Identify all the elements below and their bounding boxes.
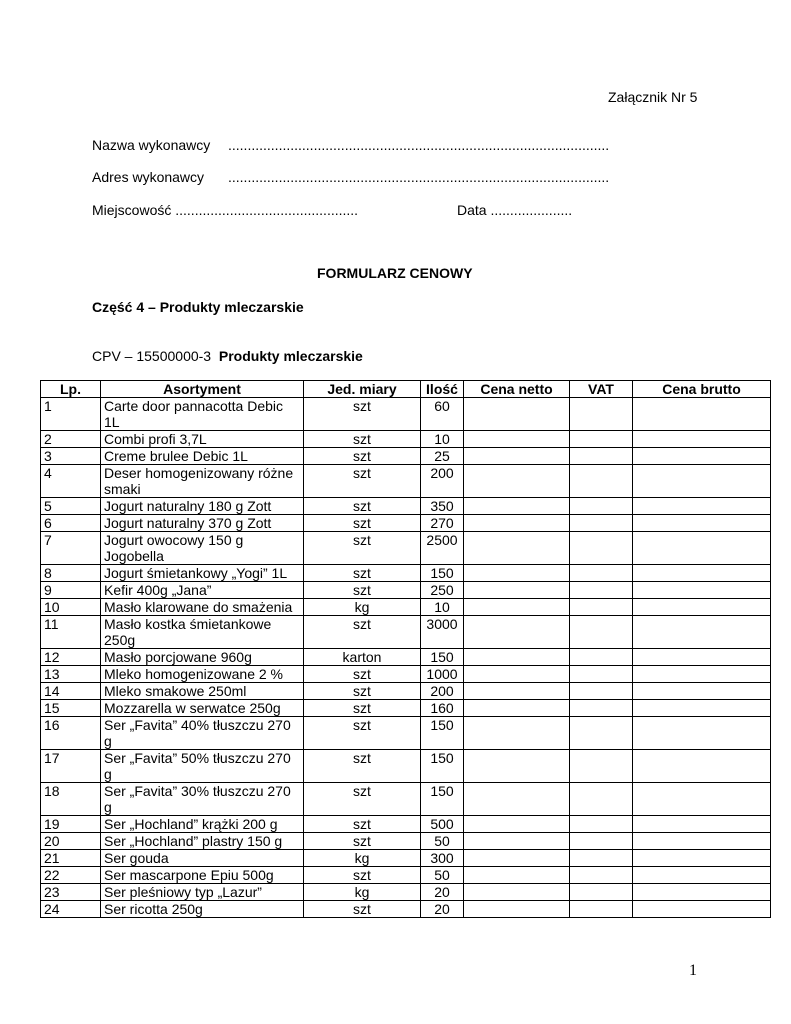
cell-quantity: 20 (421, 884, 464, 901)
cell-assortment: Kefir 400g „Jana” (101, 582, 304, 599)
cell-gross-price (633, 901, 771, 918)
col-header-quantity: Ilość (421, 381, 464, 398)
table-row (41, 498, 771, 515)
cell-gross-price (633, 833, 771, 850)
cell-lp: 6 (41, 515, 101, 532)
cell-assortment: Masło kostka śmietankowe 250g (101, 616, 304, 649)
cell-gross-price (633, 431, 771, 448)
cell-net-price (464, 599, 570, 616)
table-row (41, 683, 771, 700)
cell-unit: szt (304, 515, 421, 532)
cell-quantity: 10 (421, 431, 464, 448)
cell-unit: szt (304, 565, 421, 582)
cell-vat (570, 850, 633, 867)
cell-lp: 17 (41, 750, 101, 783)
cell-lp: 22 (41, 867, 101, 884)
cell-vat (570, 666, 633, 683)
cell-quantity: 60 (421, 398, 464, 431)
cell-lp: 14 (41, 683, 101, 700)
cell-assortment: Jogurt owocowy 150 g Jogobella (101, 532, 304, 565)
cell-assortment: Jogurt śmietankowy „Yogi” 1L (101, 565, 304, 582)
col-header-net-price: Cena netto (464, 381, 570, 398)
table-row (41, 783, 771, 816)
table-row (41, 700, 771, 717)
cell-lp: 4 (41, 465, 101, 498)
cell-vat (570, 532, 633, 565)
cell-assortment: Ser mascarpone Epiu 500g (101, 867, 304, 884)
contractor-name-field: .................................................................................................. (228, 137, 610, 153)
cell-assortment: Ser gouda (101, 850, 304, 867)
cell-net-price (464, 783, 570, 816)
cell-net-price (464, 884, 570, 901)
contractor-name-label: Nazwa wykonawcy (92, 137, 211, 153)
cell-vat (570, 750, 633, 783)
cell-quantity: 200 (421, 683, 464, 700)
cell-gross-price (633, 448, 771, 465)
cell-net-price (464, 398, 570, 431)
table-row (41, 431, 771, 448)
cell-unit: szt (304, 816, 421, 833)
cell-assortment: Creme brulee Debic 1L (101, 448, 304, 465)
cell-net-price (464, 565, 570, 582)
cell-lp: 1 (41, 398, 101, 431)
cell-lp: 7 (41, 532, 101, 565)
cell-assortment: Carte door pannacotta Debic 1L (101, 398, 304, 431)
cpv-name: Produkty mleczarskie (218, 348, 363, 364)
table-row (41, 398, 771, 431)
cell-vat (570, 700, 633, 717)
cell-unit: szt (304, 582, 421, 599)
cell-quantity: 50 (421, 867, 464, 884)
cell-assortment: Ser „Favita” 40% tłuszczu 270 g (101, 717, 304, 750)
cell-gross-price (633, 783, 771, 816)
cell-gross-price (633, 867, 771, 884)
cell-quantity: 25 (421, 448, 464, 465)
contractor-address-field: .................................................................................................. (228, 169, 610, 185)
cell-net-price (464, 616, 570, 649)
col-header-lp: Lp. (41, 381, 101, 398)
cell-vat (570, 582, 633, 599)
cell-assortment: Masło porcjowane 960g (101, 649, 304, 666)
cell-unit: kg (304, 850, 421, 867)
cell-unit: szt (304, 465, 421, 498)
table-row (41, 582, 771, 599)
cell-lp: 3 (41, 448, 101, 465)
cell-net-price (464, 515, 570, 532)
cell-net-price (464, 717, 570, 750)
col-header-gross-price: Cena brutto (633, 381, 771, 398)
cell-unit: szt (304, 498, 421, 515)
cell-vat (570, 683, 633, 700)
cell-vat (570, 515, 633, 532)
cell-gross-price (633, 816, 771, 833)
table-row (41, 867, 771, 884)
cell-quantity: 20 (421, 901, 464, 918)
cell-net-price (464, 666, 570, 683)
cell-gross-price (633, 565, 771, 582)
table-row (41, 649, 771, 666)
cell-vat (570, 833, 633, 850)
cell-lp: 24 (41, 901, 101, 918)
cell-net-price (464, 833, 570, 850)
cell-assortment: Ser pleśniowy typ „Lazur” (101, 884, 304, 901)
table-row (41, 717, 771, 750)
cell-quantity: 3000 (421, 616, 464, 649)
cell-assortment: Ser „Hochland” plastry 150 g (101, 833, 304, 850)
table-row (41, 616, 771, 649)
cell-quantity: 1000 (421, 666, 464, 683)
cell-net-price (464, 750, 570, 783)
table-header-row (41, 381, 771, 398)
cell-unit: karton (304, 649, 421, 666)
cell-lp: 18 (41, 783, 101, 816)
date-field: Data ..................... (457, 202, 573, 218)
cell-gross-price (633, 465, 771, 498)
price-table (40, 380, 771, 918)
cpv-code: CPV – 15500000-3 (92, 348, 212, 364)
cell-lp: 13 (41, 666, 101, 683)
cell-gross-price (633, 616, 771, 649)
cell-assortment: Ser „Hochland” krążki 200 g (101, 816, 304, 833)
cell-quantity: 2500 (421, 532, 464, 565)
cell-assortment: Mleko homogenizowane 2 % (101, 666, 304, 683)
cell-vat (570, 565, 633, 582)
cell-gross-price (633, 498, 771, 515)
location-field: Miejscowość ............................................... (92, 202, 359, 218)
page-number: 1 (689, 962, 697, 979)
col-header-unit: Jed. miary (304, 381, 421, 398)
cell-quantity: 150 (421, 565, 464, 582)
table-row (41, 565, 771, 582)
cell-gross-price (633, 850, 771, 867)
table-row (41, 448, 771, 465)
cell-lp: 11 (41, 616, 101, 649)
cell-assortment: Ser „Favita” 50% tłuszczu 270 g (101, 750, 304, 783)
cell-assortment: Masło klarowane do smażenia (101, 599, 304, 616)
cell-quantity: 160 (421, 700, 464, 717)
table-row (41, 515, 771, 532)
cell-vat (570, 498, 633, 515)
part-title: Część 4 – Produkty mleczarskie (92, 299, 304, 315)
cell-lp: 19 (41, 816, 101, 833)
table-row (41, 599, 771, 616)
cell-lp: 20 (41, 833, 101, 850)
cell-unit: szt (304, 717, 421, 750)
cell-quantity: 200 (421, 465, 464, 498)
col-header-assortment: Asortyment (101, 381, 304, 398)
cell-net-price (464, 683, 570, 700)
cell-quantity: 150 (421, 750, 464, 783)
cell-unit: szt (304, 867, 421, 884)
cell-vat (570, 867, 633, 884)
cell-assortment: Combi profi 3,7L (101, 431, 304, 448)
cell-gross-price (633, 683, 771, 700)
cell-unit: szt (304, 616, 421, 649)
cell-assortment: Deser homogenizowany różne smaki (101, 465, 304, 498)
cell-unit: szt (304, 833, 421, 850)
cell-assortment: Mleko smakowe 250ml (101, 683, 304, 700)
cell-gross-price (633, 700, 771, 717)
table-row (41, 666, 771, 683)
cell-lp: 15 (41, 700, 101, 717)
cell-gross-price (633, 582, 771, 599)
cell-lp: 16 (41, 717, 101, 750)
cell-vat (570, 717, 633, 750)
cell-unit: szt (304, 683, 421, 700)
cell-lp: 9 (41, 582, 101, 599)
table-row (41, 901, 771, 918)
cell-net-price (464, 700, 570, 717)
cell-unit: szt (304, 398, 421, 431)
cpv-line (92, 348, 363, 364)
table-row (41, 532, 771, 565)
cell-vat (570, 616, 633, 649)
cell-assortment: Jogurt naturalny 370 g Zott (101, 515, 304, 532)
cell-vat (570, 816, 633, 833)
cell-unit: szt (304, 666, 421, 683)
cell-quantity: 10 (421, 599, 464, 616)
cell-unit: szt (304, 901, 421, 918)
cell-assortment: Ser ricotta 250g (101, 901, 304, 918)
cell-quantity: 350 (421, 498, 464, 515)
cell-quantity: 300 (421, 850, 464, 867)
cell-lp: 5 (41, 498, 101, 515)
cell-assortment: Jogurt naturalny 180 g Zott (101, 498, 304, 515)
cell-vat (570, 448, 633, 465)
attachment-label: Załącznik Nr 5 (608, 89, 698, 105)
cell-gross-price (633, 884, 771, 901)
cell-vat (570, 649, 633, 666)
cell-vat (570, 465, 633, 498)
cell-gross-price (633, 717, 771, 750)
cell-net-price (464, 867, 570, 884)
cell-unit: szt (304, 783, 421, 816)
cell-quantity: 150 (421, 649, 464, 666)
cell-lp: 2 (41, 431, 101, 448)
cell-gross-price (633, 515, 771, 532)
col-header-vat: VAT (570, 381, 633, 398)
table-row (41, 833, 771, 850)
cell-lp: 8 (41, 565, 101, 582)
cell-unit: szt (304, 700, 421, 717)
cell-unit: szt (304, 431, 421, 448)
cell-lp: 21 (41, 850, 101, 867)
table-row (41, 884, 771, 901)
cell-quantity: 500 (421, 816, 464, 833)
cell-gross-price (633, 532, 771, 565)
cell-lp: 23 (41, 884, 101, 901)
cell-vat (570, 783, 633, 816)
table-row (41, 850, 771, 867)
cell-lp: 12 (41, 649, 101, 666)
cell-gross-price (633, 599, 771, 616)
cell-net-price (464, 498, 570, 515)
cell-net-price (464, 816, 570, 833)
cell-quantity: 250 (421, 582, 464, 599)
cell-quantity: 50 (421, 833, 464, 850)
cell-unit: szt (304, 448, 421, 465)
cell-vat (570, 431, 633, 448)
table-row (41, 816, 771, 833)
cell-net-price (464, 850, 570, 867)
cell-unit: kg (304, 884, 421, 901)
cell-assortment: Ser „Favita” 30% tłuszczu 270 g (101, 783, 304, 816)
cell-quantity: 150 (421, 717, 464, 750)
cell-gross-price (633, 750, 771, 783)
cell-gross-price (633, 666, 771, 683)
cell-vat (570, 599, 633, 616)
cell-assortment: Mozzarella w serwatce 250g (101, 700, 304, 717)
cell-net-price (464, 901, 570, 918)
cell-net-price (464, 649, 570, 666)
cell-net-price (464, 532, 570, 565)
table-row (41, 750, 771, 783)
cell-quantity: 270 (421, 515, 464, 532)
cell-vat (570, 398, 633, 431)
cell-unit: kg (304, 599, 421, 616)
cell-quantity: 150 (421, 783, 464, 816)
contractor-address-label: Adres wykonawcy (92, 169, 205, 185)
cell-net-price (464, 582, 570, 599)
cell-gross-price (633, 649, 771, 666)
table-row (41, 465, 771, 498)
cell-gross-price (633, 398, 771, 431)
cell-vat (570, 884, 633, 901)
form-title: FORMULARZ CENOWY (317, 265, 473, 281)
cell-vat (570, 901, 633, 918)
cell-unit: szt (304, 532, 421, 565)
cell-net-price (464, 448, 570, 465)
cell-net-price (464, 465, 570, 498)
cell-net-price (464, 431, 570, 448)
cell-lp: 10 (41, 599, 101, 616)
cell-unit: szt (304, 750, 421, 783)
